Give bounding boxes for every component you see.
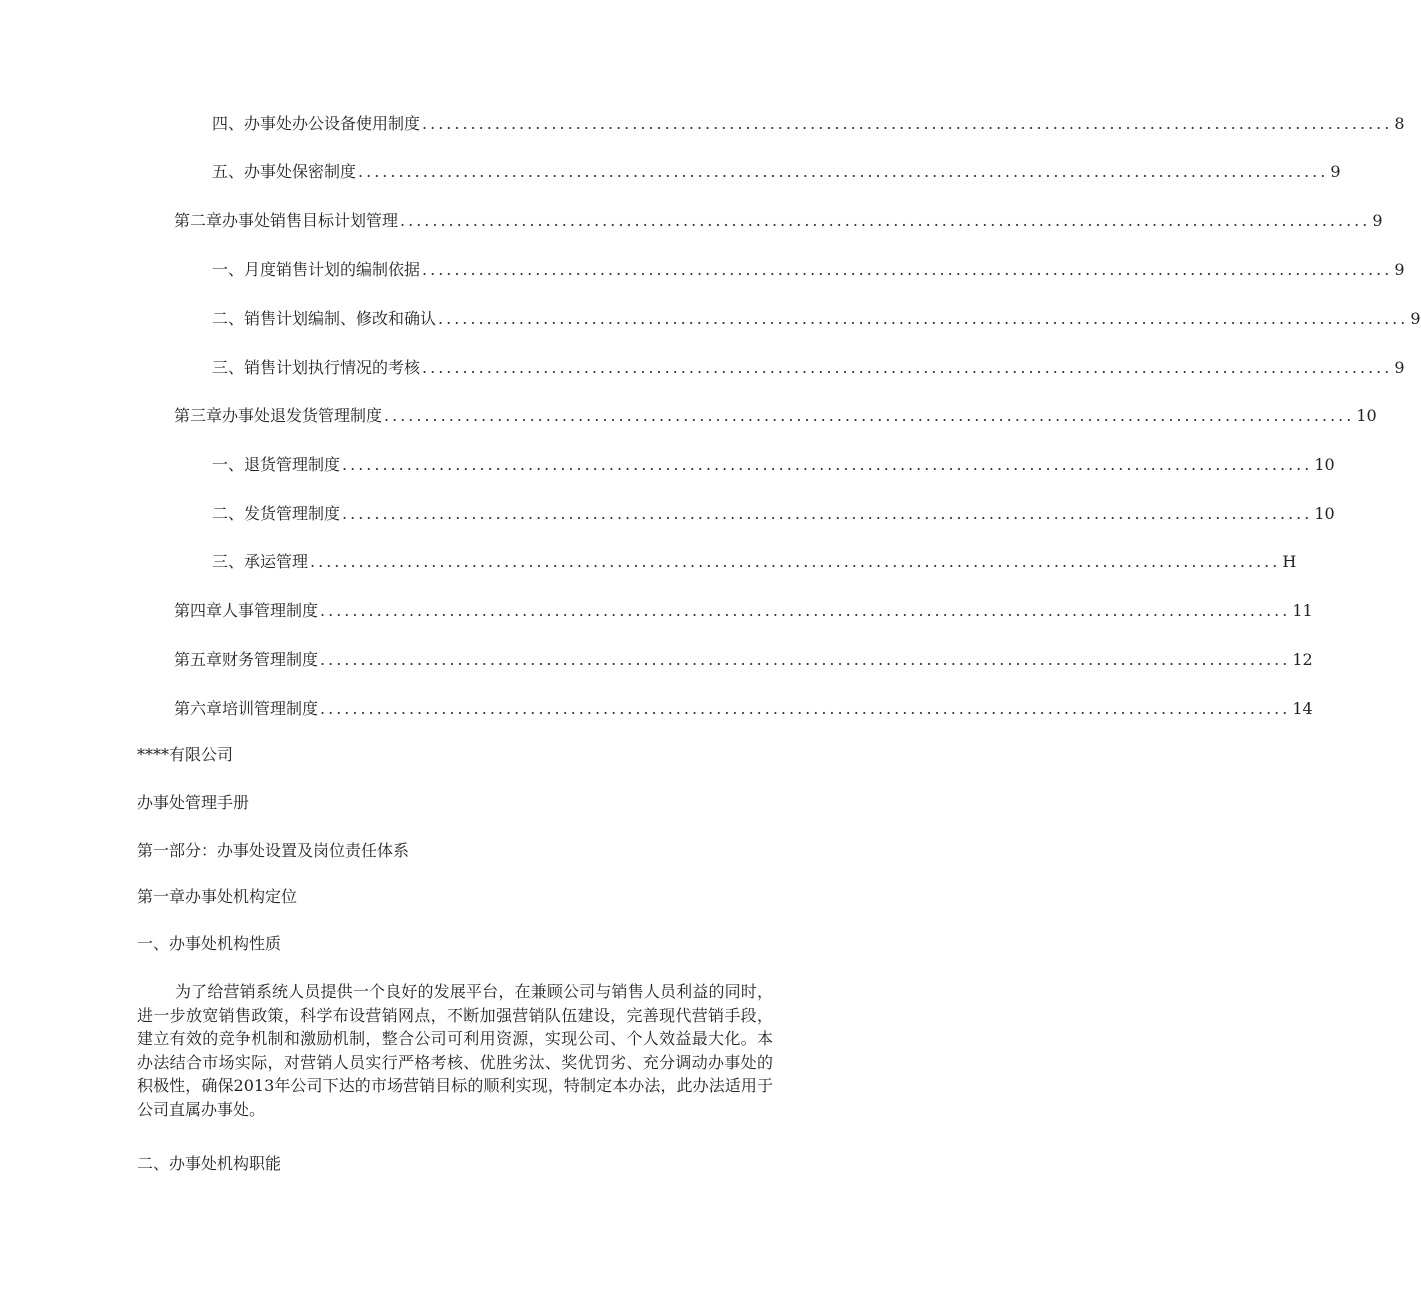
toc-entry[interactable] — [212, 356, 1405, 380]
toc-entry-title: 五、办事处保密制度 — [212, 162, 357, 181]
toc-entry-page: 10 — [1356, 406, 1377, 425]
toc-leader-dots: ........................................................................................................................ — [422, 114, 1393, 133]
toc-entry[interactable] — [174, 404, 1377, 428]
toc-entry[interactable] — [174, 697, 1313, 721]
toc-entry-title: 一、月度销售计划的编制依据 — [212, 260, 421, 279]
toc-entry[interactable] — [174, 599, 1313, 623]
toc-entry-title: 第五章财务管理制度 — [174, 650, 319, 669]
toc-entry-title: 一、退货管理制度 — [212, 455, 341, 474]
toc-entry[interactable] — [174, 648, 1313, 672]
toc-leader-dots: ........................................................................................................................ — [320, 601, 1291, 620]
toc-entry[interactable] — [174, 209, 1383, 233]
manual-title: 办事处管理手册 — [137, 793, 250, 812]
toc-entry-page: 9 — [1410, 309, 1421, 328]
toc-entry-page: 9 — [1330, 162, 1341, 181]
toc-entry[interactable] — [212, 112, 1405, 136]
toc-leader-dots: ........................................................................................................................ — [384, 406, 1355, 425]
chapter-heading: 第一章办事处机构定位 — [137, 887, 298, 906]
toc-entry-title: 第三章办事处退发货管理制度 — [174, 406, 383, 425]
toc-entry[interactable] — [212, 502, 1335, 526]
toc-entry[interactable] — [212, 550, 1297, 574]
company-name: ****有限公司 — [137, 745, 234, 764]
toc-entry-page: 9 — [1372, 211, 1383, 230]
section-heading: 一、办事处机构性质 — [137, 934, 282, 953]
toc-entry-title: 三、销售计划执行情况的考核 — [212, 358, 421, 377]
part-heading: 第一部分：办事处设置及岗位责任体系 — [137, 841, 410, 860]
toc-entry-page: 11 — [1292, 601, 1313, 620]
toc-entry-page: 12 — [1292, 650, 1313, 669]
toc-leader-dots: ........................................................................................................................ — [342, 455, 1313, 474]
toc-entry-title: 二、销售计划编制、修改和确认 — [212, 309, 437, 328]
toc-leader-dots: ........................................................................................................................ — [438, 309, 1409, 328]
toc-leader-dots: ........................................................................................................................ — [342, 504, 1313, 523]
toc-leader-dots: ........................................................................................................................ — [320, 650, 1291, 669]
toc-leader-dots: ........................................................................................................................ — [422, 358, 1393, 377]
toc-leader-dots: ........................................................................................................................ — [422, 260, 1393, 279]
toc-entry-title: 第六章培训管理制度 — [174, 699, 319, 718]
toc-leader-dots: ........................................................................................................................ — [320, 699, 1291, 718]
toc-leader-dots: ........................................................................................................................ — [400, 211, 1371, 230]
toc-entry-title: 三、承运管理 — [212, 552, 309, 571]
section-heading: 二、办事处机构职能 — [137, 1154, 282, 1173]
toc-entry-page: 9 — [1394, 358, 1405, 377]
toc-entry-title: 第四章人事管理制度 — [174, 601, 319, 620]
toc-entry[interactable] — [212, 160, 1341, 184]
toc-entry-page: 8 — [1394, 114, 1405, 133]
toc-entry[interactable] — [212, 307, 1421, 331]
toc-entry[interactable] — [212, 258, 1405, 282]
toc-entry-page: H — [1282, 552, 1297, 571]
toc-leader-dots: ........................................................................................................................ — [310, 552, 1281, 571]
toc-entry-title: 四、办事处办公设备使用制度 — [212, 114, 421, 133]
toc-entry-page: 9 — [1394, 260, 1405, 279]
toc-entry-page: 10 — [1314, 504, 1335, 523]
toc-entry-page: 10 — [1314, 455, 1335, 474]
toc-entry-page: 14 — [1292, 699, 1313, 718]
toc-entry-title: 二、发货管理制度 — [212, 504, 341, 523]
body-paragraph: 为了给营销系统人员提供一个良好的发展平台，在兼顾公司与销售人员利益的同时，进一步放宽销售政策，科学布设营销网点，不断加强营销队伍建设，完善现代营销手段，建立有效的竞争机制和激励机制，整合公司可利用资源，实现公司、个人效益最大化。本办法结合市场实际，对营销人员实行严格考核、优胜劣汰、奖优罚劣、充分调动办事处的积极性，确保2013年公司下达的市场营销目标的顺利实现，特制定本办法，此办法适用于公司直属办事处。 — [137, 982, 773, 1119]
toc-entry[interactable] — [212, 453, 1335, 477]
toc-entry-title: 第二章办事处销售目标计划管理 — [174, 211, 399, 230]
toc-leader-dots: ........................................................................................................................ — [358, 162, 1329, 181]
